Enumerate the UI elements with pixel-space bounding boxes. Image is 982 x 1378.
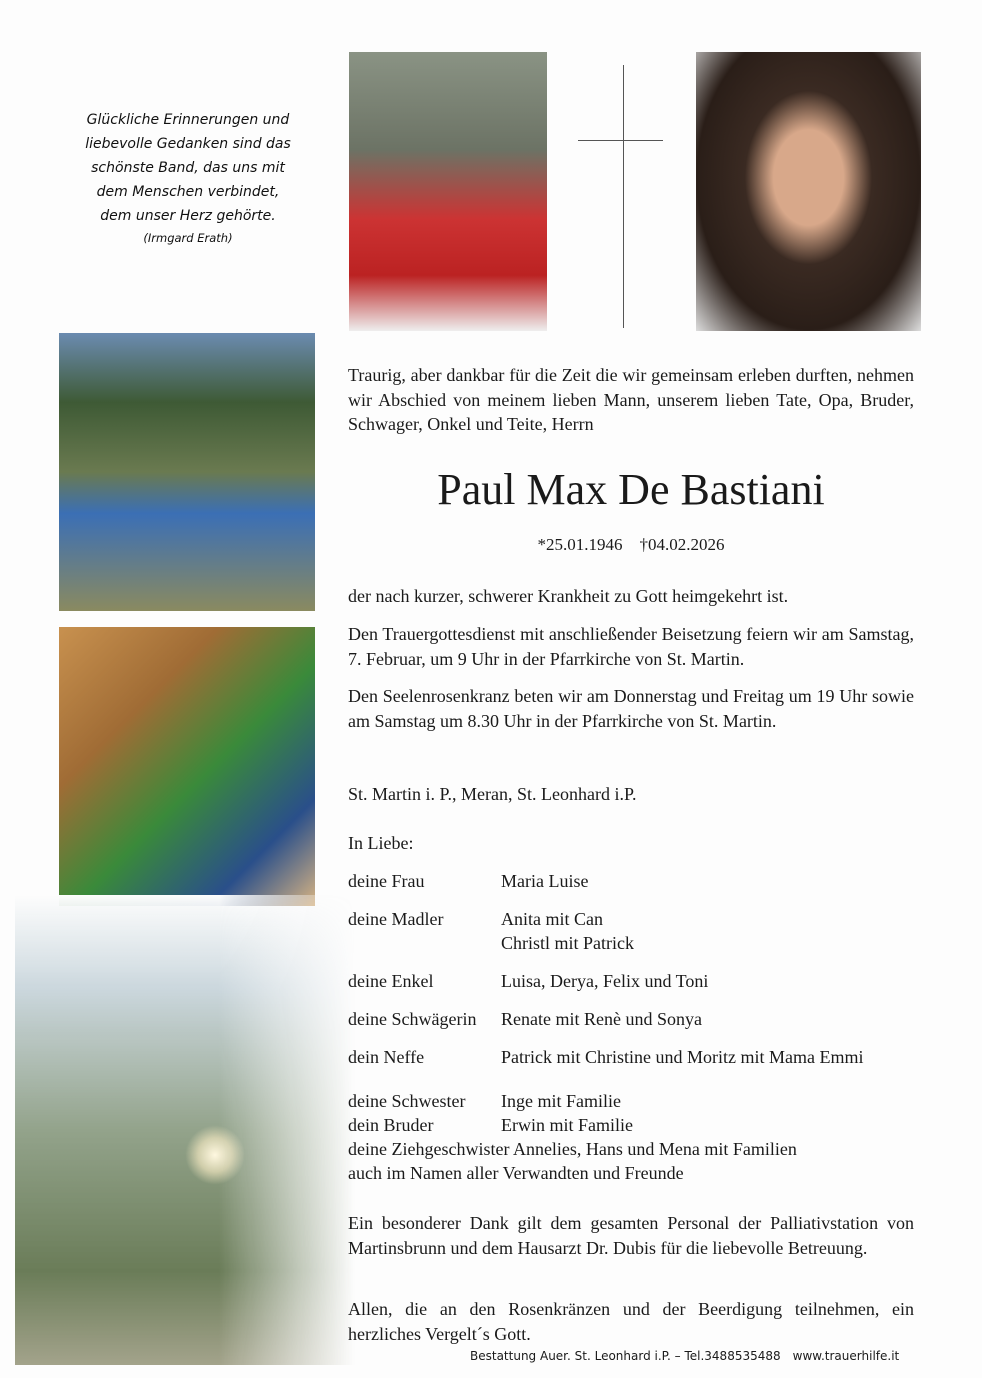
paragraph-rosary: Den Seelenrosenkranz beten wir am Donnerstag und Freitag um 19 Uhr sowie am Samstag um 8.30 Uhr in der Pfarrkirche von St. Martin.: [348, 686, 914, 731]
places: St. Martin i. P., Meran, St. Leonhard i.P.: [348, 784, 637, 804]
quote-line: schönste Band, das uns mit: [91, 160, 285, 176]
memorial-quote: [60, 108, 316, 248]
ziehgeschwister: deine Ziehgeschwister Annelies, Hans und Mena mit Familien: [348, 1139, 797, 1159]
website-link[interactable]: www.trauerhilfe.it: [792, 1349, 900, 1363]
relatives: auch im Namen aller Verwandten und Freunde: [348, 1163, 684, 1183]
deceased-name: Paul Max De Bastiani: [437, 465, 825, 514]
intro-text: Traurig, aber dankbar für die Zeit die wir gemeinsam erleben durften, nehmen wir Abschied von meinem lieben Mann, unserem lieben Tate, Opa, Bruder, Schwager, Onkel und Teite, Herrn: [348, 365, 914, 434]
in-liebe: In Liebe:: [348, 833, 414, 853]
life-dates: *25.01.1946 †04.02.2026: [537, 535, 725, 554]
family-names: Maria Luise: [501, 871, 589, 891]
photo-mountain: [59, 333, 315, 611]
quote-line: dem Menschen verbindet,: [96, 184, 280, 200]
thanks-paragraph: Ein besonderer Dank gilt dem gesamten Personal der Palliativstation von Martinsbrunn und dem Hausarzt Dr. Dubis für die liebevolle Betreuung.: [348, 1213, 914, 1258]
photo-traditional-costume: [349, 52, 547, 331]
family-label: dein Neffe: [348, 1047, 425, 1067]
family-names: Patrick mit Christine und Moritz mit Mama Emmi: [501, 1047, 864, 1067]
family-label: deine Schwester: [348, 1091, 466, 1111]
quote-line: liebevolle Gedanken sind das: [85, 136, 291, 152]
family-label: deine Schwägerin: [348, 1009, 477, 1029]
family-label: deine Frau: [348, 871, 425, 891]
family-label: deine Madler: [348, 909, 444, 929]
closing-paragraph: Allen, die an den Rosenkränzen und der Beerdigung teilnehmen, ein herzliches Vergelt´s Gott.: [348, 1299, 914, 1344]
family-names: Renate mit Renè und Sonya: [501, 1009, 702, 1029]
quote-line: dem unser Herz gehörte.: [100, 208, 276, 224]
family-names: Erwin mit Familie: [501, 1115, 633, 1135]
quote-author: (Irmgard Erath): [143, 231, 233, 245]
photo-woodwork: [59, 627, 315, 906]
photo-landscape-sunset: [15, 895, 355, 1365]
family-label: dein Bruder: [348, 1115, 434, 1135]
photo-young-portrait: [696, 52, 921, 331]
family-names: Anita mit Can: [501, 909, 603, 929]
family-names: Christl mit Patrick: [501, 933, 634, 953]
paragraph-passing: der nach kurzer, schwerer Krankheit zu Gott heimgekehrt ist.: [348, 586, 789, 606]
quote-line: Glückliche Erinnerungen und: [86, 112, 290, 128]
family-label: deine Enkel: [348, 971, 434, 991]
cross-icon: [623, 65, 624, 328]
family-names: Inge mit Familie: [501, 1091, 621, 1111]
cross-icon-bar: [578, 140, 663, 141]
family-names: Luisa, Derya, Felix und Toni: [501, 971, 709, 991]
paragraph-funeral: Den Trauergottesdienst mit anschließender Beisetzung feiern wir am Samstag, 7. Februar, um 9 Uhr in der Pfarrkirche von St. Martin.: [348, 624, 914, 669]
funeral-home: Bestattung Auer. St. Leonhard i.P. – Tel.3488535488: [470, 1349, 781, 1363]
footer: [470, 1349, 899, 1363]
